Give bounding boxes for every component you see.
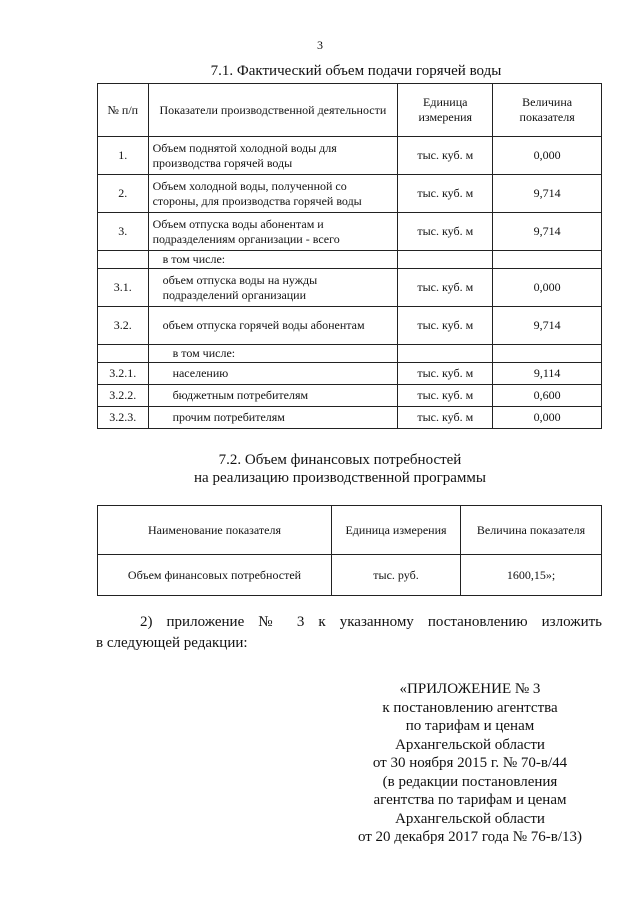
appendix-line: Архангельской области — [395, 810, 545, 827]
table-header-row — [98, 84, 602, 137]
row-indicator: в том числе: — [148, 251, 398, 269]
row-unit: тыс. куб. м — [398, 269, 493, 307]
table-row — [98, 213, 602, 251]
row-unit — [398, 251, 493, 269]
appendix-header — [320, 680, 620, 847]
page-number: 3 — [317, 38, 323, 52]
row-unit: тыс. куб. м — [398, 137, 493, 175]
row-name: Объем финансовых потребностей — [98, 555, 332, 596]
row-indicator: Объем отпуска воды абонентам и подразделениям организации - всего — [148, 213, 398, 251]
appendix-line: «ПРИЛОЖЕНИЕ № 3 — [399, 681, 541, 697]
row-value: 0,000 — [493, 137, 602, 175]
appendix-line: (в редакции постановления — [382, 773, 558, 790]
row-unit: тыс. куб. м — [398, 407, 493, 429]
appendix-line: к постановлению агентства — [382, 699, 558, 716]
section-title-hot-water: 7.1. Фактический объем подачи горячей воды — [210, 63, 502, 79]
row-indicator: населению — [148, 363, 398, 385]
header-num: № п/п — [98, 84, 149, 137]
row-value: 9,714 — [493, 175, 602, 213]
row-num: 1. — [98, 137, 149, 175]
row-indicator: прочим потребителям — [148, 407, 398, 429]
header-unit: Единица измерения — [332, 506, 461, 555]
row-unit: тыс. куб. м — [398, 385, 493, 407]
row-value — [493, 345, 602, 363]
row-unit — [398, 345, 493, 363]
table-row — [98, 307, 602, 345]
paragraph-line2: в следующей редакции: — [96, 635, 248, 651]
row-num: 3. — [98, 213, 149, 251]
row-value: 0,000 — [493, 269, 602, 307]
header-name: Наименование показателя — [98, 506, 332, 555]
row-num: 3.1. — [98, 269, 149, 307]
table-row — [98, 555, 602, 596]
appendix-line: Архангельской области — [395, 736, 545, 753]
row-indicator: объем отпуска горячей воды абонентам — [148, 307, 398, 345]
row-value: 9,714 — [493, 213, 602, 251]
table-row — [98, 251, 602, 269]
row-num — [98, 251, 149, 269]
row-unit: тыс. куб. м — [398, 213, 493, 251]
row-num: 3.2.2. — [98, 385, 149, 407]
header-indicator: Показатели производственной деятельности — [148, 84, 398, 137]
hot-water-supply-table — [97, 83, 602, 429]
appendix-line: от 30 ноября 2015 г. № 70-в/44 — [372, 755, 568, 771]
row-unit: тыс. куб. м — [398, 307, 493, 345]
header-value: Величина показателя — [493, 84, 602, 137]
row-num: 3.2. — [98, 307, 149, 345]
row-unit: тыс. куб. м — [398, 363, 493, 385]
row-num: 3.2.3. — [98, 407, 149, 429]
appendix-line: агентства по тарифам и ценам — [373, 792, 567, 808]
row-num: 2. — [98, 175, 149, 213]
table-header-row — [98, 506, 602, 555]
row-indicator: Объем поднятой холодной воды для производства горячей воды — [148, 137, 398, 175]
table-row — [98, 137, 602, 175]
row-unit: тыс. руб. — [332, 555, 461, 596]
appendix-line: по тарифам и ценам — [405, 718, 535, 734]
table-row — [98, 345, 602, 363]
row-value: 0,000 — [493, 407, 602, 429]
row-num — [98, 345, 149, 363]
paragraph-line1: 2) приложение № 3 к указанному постановлению изложить — [140, 614, 602, 630]
row-indicator: Объем холодной воды, полученной со стороны, для производства горячей воды — [148, 175, 398, 213]
row-value: 9,114 — [493, 363, 602, 385]
table-row — [98, 175, 602, 213]
row-value: 0,600 — [493, 385, 602, 407]
row-value: 1600,15»; — [461, 555, 602, 596]
row-value: 9,714 — [493, 307, 602, 345]
appendix-line: от 20 декабря 2017 года № 76-в/13) — [357, 829, 583, 845]
table-row — [98, 385, 602, 407]
header-value: Величина показателя — [461, 506, 602, 555]
table-row — [98, 407, 602, 429]
header-unit: Единица измерения — [398, 84, 493, 137]
table-row — [98, 269, 602, 307]
section-title-financial — [20, 451, 640, 487]
section-title-line2: на реализацию производственной программы — [194, 470, 486, 486]
financial-needs-table — [97, 505, 602, 596]
row-unit: тыс. куб. м — [398, 175, 493, 213]
row-indicator: бюджетным потребителям — [148, 385, 398, 407]
table-row — [98, 363, 602, 385]
row-indicator: в том числе: — [148, 345, 398, 363]
section-title-line1: 7.2. Объем финансовых потребностей — [218, 452, 462, 468]
row-value — [493, 251, 602, 269]
row-num: 3.2.1. — [98, 363, 149, 385]
row-indicator: объем отпуска воды на нужды подразделений организации — [148, 269, 398, 307]
body-paragraph — [96, 612, 602, 654]
